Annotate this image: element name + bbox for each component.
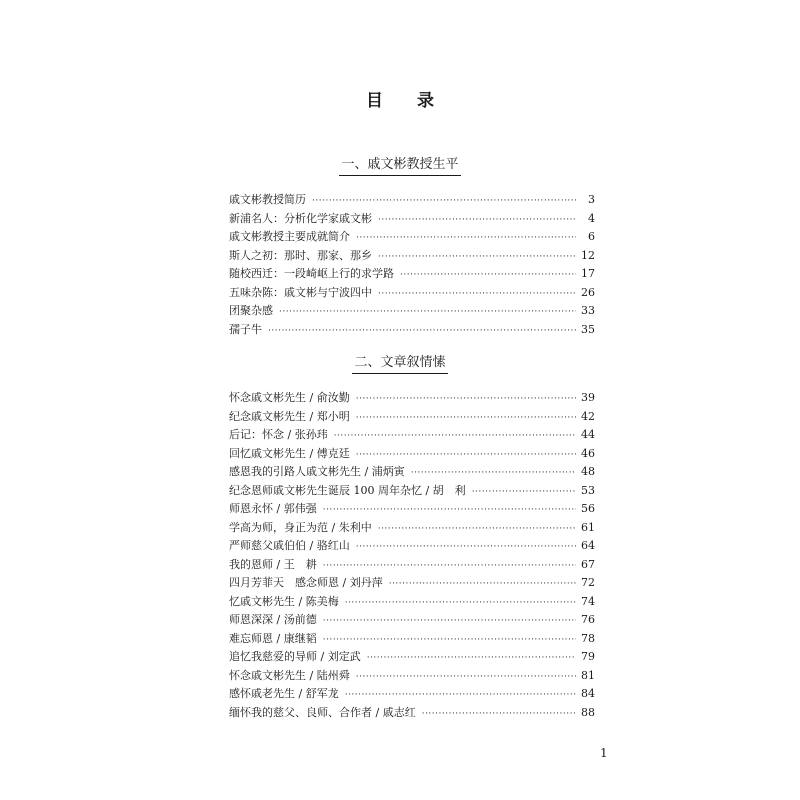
toc-entry[interactable] bbox=[229, 191, 595, 210]
dot-leader bbox=[323, 612, 576, 631]
toc-entry-title: 学高为师，身正为范 / 朱利中 bbox=[229, 520, 372, 534]
dot-leader bbox=[323, 631, 576, 650]
toc-entry-page: 48 bbox=[581, 465, 595, 478]
dot-leader bbox=[279, 303, 576, 322]
toc-entry[interactable] bbox=[229, 611, 595, 630]
toc-entry[interactable] bbox=[229, 667, 595, 686]
toc-entry-page: 56 bbox=[581, 502, 595, 515]
toc-entry-page: 53 bbox=[581, 483, 595, 497]
toc-entry-title: 纪念戚文彬先生 / 郑小明 bbox=[229, 409, 350, 423]
toc-entry-title: 后记：怀念 / 张孙玮 bbox=[229, 428, 328, 441]
toc-entry-title: 五味杂陈：戚文彬与宁波四中 bbox=[229, 285, 372, 299]
toc-entry[interactable] bbox=[229, 445, 595, 464]
dot-leader bbox=[367, 649, 576, 668]
toc-entry-page: 35 bbox=[581, 322, 595, 336]
dot-leader bbox=[472, 483, 576, 502]
toc-entry-page: 79 bbox=[581, 650, 595, 663]
toc-entry-title: 怀念戚文彬先生 / 俞汝勤 bbox=[229, 391, 350, 404]
toc-entry[interactable] bbox=[229, 519, 595, 538]
toc-entry-page: 46 bbox=[581, 446, 595, 460]
dot-leader bbox=[378, 211, 576, 230]
toc-entry[interactable] bbox=[229, 389, 595, 408]
toc-entry[interactable] bbox=[229, 500, 595, 519]
toc-entry-page: 76 bbox=[581, 613, 595, 626]
toc-entry-title: 感怀戚老先生 / 舒军龙 bbox=[229, 687, 339, 700]
toc-entry[interactable] bbox=[229, 210, 595, 229]
toc-entry[interactable] bbox=[229, 426, 595, 445]
toc-entry-page: 84 bbox=[581, 687, 595, 700]
toc-entry-title: 斯人之初：那时、那家、那乡 bbox=[229, 248, 372, 262]
toc-entry[interactable] bbox=[229, 228, 595, 247]
toc-entry[interactable] bbox=[229, 463, 595, 482]
toc-entry-page: 26 bbox=[581, 285, 595, 299]
toc-entry-title: 纪念恩师戚文彬先生诞辰 100 周年杂忆 / 胡 利 bbox=[229, 483, 466, 497]
toc-entry-page: 12 bbox=[581, 248, 595, 262]
toc-entry-page: 67 bbox=[581, 557, 595, 571]
dot-leader bbox=[312, 192, 576, 211]
toc-entry-page: 44 bbox=[581, 428, 595, 441]
dot-leader bbox=[323, 501, 576, 520]
toc-entry-title: 师恩永怀 / 郭伟强 bbox=[229, 502, 317, 515]
toc-entry[interactable] bbox=[229, 685, 595, 704]
toc-entry-title: 缅怀我的慈父、良师、合作者 / 戚志红 bbox=[229, 705, 416, 719]
page-number: 1 bbox=[600, 746, 608, 760]
toc-entry-title: 怀念戚文彬先生 / 陆州舜 bbox=[229, 668, 350, 682]
toc-entry-page: 78 bbox=[581, 631, 595, 645]
toc-entry[interactable] bbox=[229, 408, 595, 427]
toc-entry[interactable] bbox=[229, 247, 595, 266]
toc-entry[interactable] bbox=[229, 265, 595, 284]
toc-entry-page: 39 bbox=[581, 391, 595, 404]
dot-leader bbox=[400, 266, 576, 285]
toc-entry-page: 4 bbox=[588, 211, 595, 225]
toc-entry[interactable] bbox=[229, 574, 595, 593]
toc-entry-page: 74 bbox=[581, 594, 595, 608]
dot-leader bbox=[334, 427, 576, 446]
dot-leader bbox=[378, 248, 576, 267]
toc-entry-page: 61 bbox=[581, 520, 595, 534]
dot-leader bbox=[378, 520, 576, 539]
toc-entry-title: 我的恩师 / 王 耕 bbox=[229, 557, 317, 571]
toc-entry[interactable] bbox=[229, 321, 595, 340]
toc-entry-title: 忆戚文彬先生 / 陈美梅 bbox=[229, 594, 339, 608]
toc-entry-page: 72 bbox=[581, 576, 595, 589]
toc-entry-page: 6 bbox=[588, 230, 595, 243]
dot-leader bbox=[345, 594, 576, 613]
toc-entry-page: 3 bbox=[588, 193, 595, 206]
toc-entry[interactable] bbox=[229, 593, 595, 612]
toc-entry-title: 孺子牛 bbox=[229, 322, 262, 336]
toc-entry-title: 感恩我的引路人戚文彬先生 / 浦炳寅 bbox=[229, 465, 405, 478]
toc-entry-title: 团聚杂感 bbox=[229, 304, 273, 317]
dot-leader bbox=[356, 538, 576, 557]
dot-leader bbox=[378, 285, 576, 304]
toc-list-section-1 bbox=[229, 191, 595, 339]
toc-entry-title: 新浦名人：分析化学家戚文彬 bbox=[229, 211, 372, 225]
toc-entry-title: 回忆戚文彬先生 / 傅克廷 bbox=[229, 446, 350, 460]
toc-entry-page: 88 bbox=[581, 705, 595, 719]
dot-leader bbox=[411, 464, 576, 483]
toc-entry-title: 师恩深深 / 汤前德 bbox=[229, 613, 317, 626]
dot-leader bbox=[268, 322, 576, 341]
toc-entry-title: 随校西迁：一段崎岖上行的求学路 bbox=[229, 267, 394, 280]
toc-entry-page: 17 bbox=[581, 267, 595, 280]
toc-entry-title: 戚文彬教授主要成就简介 bbox=[229, 230, 350, 243]
toc-entry[interactable] bbox=[229, 556, 595, 575]
toc-entry-title: 戚文彬教授简历 bbox=[229, 193, 306, 206]
toc-entry-title: 四月芳菲天 感念师恩 / 刘丹萍 bbox=[229, 576, 383, 589]
toc-entry[interactable] bbox=[229, 482, 595, 501]
toc-entry-page: 33 bbox=[581, 304, 595, 317]
toc-entry-title: 难忘师恩 / 康继韬 bbox=[229, 631, 317, 645]
section-heading-1: 一、戚文彬教授生平 bbox=[0, 157, 800, 176]
page-title: 目 录 bbox=[366, 91, 448, 111]
toc-entry[interactable] bbox=[229, 648, 595, 667]
toc-entry[interactable] bbox=[229, 704, 595, 723]
dot-leader bbox=[345, 686, 576, 705]
dot-leader bbox=[356, 229, 576, 248]
dot-leader bbox=[422, 705, 576, 724]
dot-leader bbox=[323, 557, 576, 576]
dot-leader bbox=[356, 409, 576, 428]
toc-entry-page: 64 bbox=[581, 539, 595, 552]
toc-entry-title: 严师慈父戚伯伯 / 骆红山 bbox=[229, 539, 350, 552]
dot-leader bbox=[356, 446, 576, 465]
toc-entry-page: 42 bbox=[581, 409, 595, 423]
toc-entry[interactable] bbox=[229, 284, 595, 303]
dot-leader bbox=[389, 575, 576, 594]
toc-entry-page: 81 bbox=[581, 668, 595, 682]
toc-list-section-2 bbox=[229, 389, 595, 722]
toc-entry[interactable] bbox=[229, 537, 595, 556]
section-heading-2: 二、文章叙情愫 bbox=[0, 355, 800, 374]
dot-leader bbox=[356, 668, 576, 687]
toc-entry-title: 追忆我慈爱的导师 / 刘定武 bbox=[229, 650, 361, 663]
dot-leader bbox=[356, 390, 576, 409]
toc-entry[interactable] bbox=[229, 302, 595, 321]
toc-entry[interactable] bbox=[229, 630, 595, 649]
